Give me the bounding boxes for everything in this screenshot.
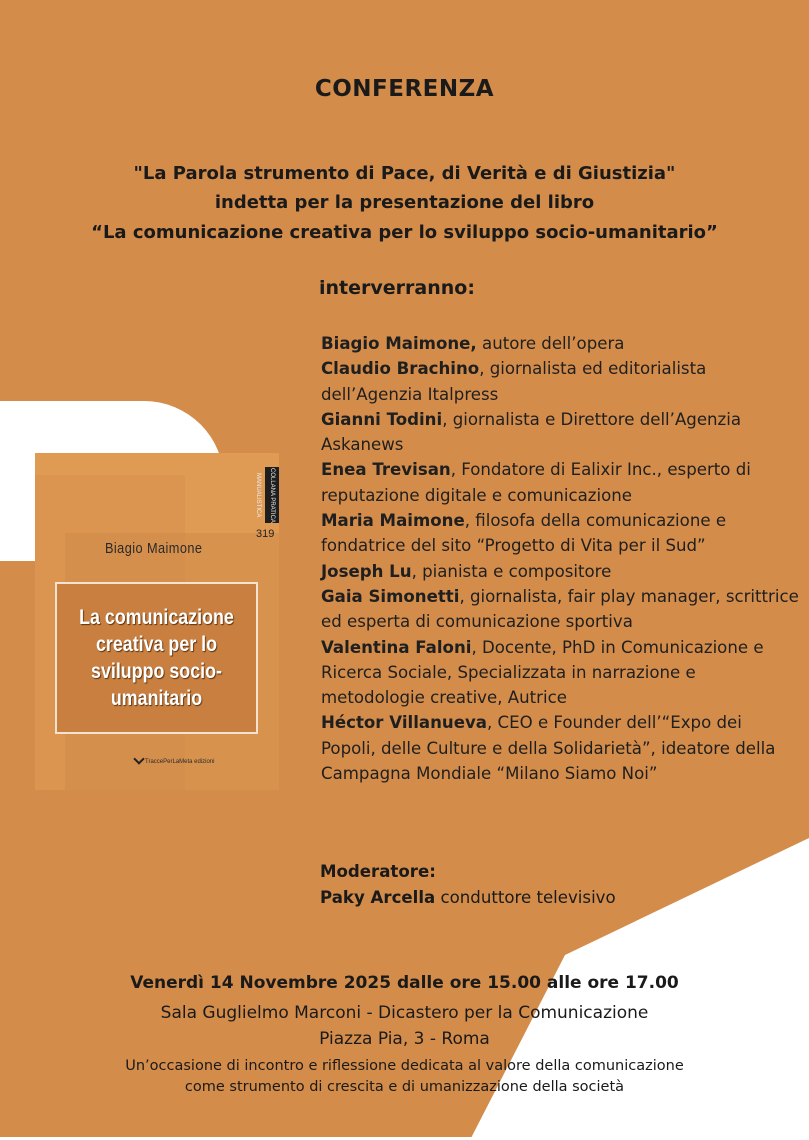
book-title-heading: “La comunicazione creativa per lo sviluppo socio-umanitario” <box>91 222 718 243</box>
book-author: Biagio Maimone <box>105 540 203 557</box>
speaker-item <box>321 457 801 508</box>
speaker-item <box>321 356 801 407</box>
speaker-role: , filosofa della comunicazione e fondatrice del sito “Progetto di Vita per il Sud” <box>321 511 727 556</box>
event-venue: Sala Guglielmo Marconi - Dicastero per la Comunicazione <box>160 1003 649 1023</box>
speakers-list <box>321 331 801 786</box>
event-address: Piazza Pia, 3 - Roma <box>319 1029 490 1049</box>
speaker-name: Enea Trevisan <box>321 460 451 480</box>
speaker-role: , giornalista ed editorialista dell’Agenzia Italpress <box>321 359 707 404</box>
publisher-logo <box>135 755 214 765</box>
event-description: Un’occasione di incontro e riflessione dedicata al valore della comunicazione <box>125 1058 684 1074</box>
page-title: CONFERENZA <box>314 76 495 102</box>
speaker-item <box>321 584 801 635</box>
speaker-item <box>321 331 801 356</box>
speakers-heading: interverranno: <box>319 277 475 299</box>
event-date: Venerdì 14 Novembre 2025 dalle ore 15.00 alle ore 17.00 <box>130 973 679 993</box>
speaker-name: Héctor Villanueva <box>321 713 487 733</box>
book-title-box <box>55 582 258 734</box>
speaker-role: , CEO e Founder dell’“Expo dei Popoli, delle Culture e della Solidarietà”, ideatore della Campagna Mondiale “Milano Siamo Noi” <box>321 713 776 784</box>
publisher-mark-icon <box>133 753 144 764</box>
speaker-item <box>321 710 801 786</box>
event-description: come strumento di crescita e di umanizzazione della società <box>184 1079 625 1095</box>
conference-purpose: indetta per la presentazione del libro <box>214 192 595 213</box>
moderator-role: conduttore televisivo <box>435 888 616 907</box>
moderator-line <box>320 888 616 907</box>
book-title: La comunicazione creativa per lo sviluppo socio-umanitario <box>79 606 234 710</box>
book-series-number: 319 <box>256 528 275 540</box>
speaker-role: , Fondatore di Ealixir Inc., esperto di reputazione digitale e comunicazione <box>321 460 751 505</box>
speaker-role: , giornalista e Direttore dell’Agenzia Askanews <box>321 409 742 455</box>
speaker-role: , giornalista, fair play manager, scrittrice ed esperta di comunicazione sportiva <box>321 586 799 632</box>
speaker-name: Biagio Maimone, <box>321 334 477 353</box>
book-cover-image <box>35 453 279 790</box>
speaker-item <box>321 407 801 458</box>
speaker-name: Gianni Todini <box>321 409 443 429</box>
moderator-name: Paky Arcella <box>320 888 436 907</box>
moderator-heading: Moderatore: <box>320 862 436 881</box>
speaker-role: autore dell’opera <box>476 334 625 353</box>
speaker-name: Valentina Faloni <box>321 637 472 657</box>
speaker-item <box>321 635 801 711</box>
book-series-label: COLLANA PRATICA MANUALISTICA <box>265 467 279 523</box>
speaker-name: Claudio Brachino <box>321 359 480 379</box>
speaker-role: , pianista e compositore <box>411 561 612 581</box>
speaker-role: , Docente, PhD in Comunicazione e Ricerca Sociale, Specializzata in narrazione e metodologie creative, Autrice <box>321 637 764 708</box>
conference-theme: "La Parola strumento di Pace, di Verità e di Giustizia" <box>133 163 676 184</box>
speaker-name: Gaia Simonetti <box>321 586 460 606</box>
speaker-name: Joseph Lu <box>321 561 412 581</box>
publisher-name: TraccePerLaMeta edizioni <box>145 759 215 765</box>
speaker-item <box>321 559 801 584</box>
speaker-item <box>321 508 801 559</box>
speaker-name: Maria Maimone <box>321 511 465 531</box>
